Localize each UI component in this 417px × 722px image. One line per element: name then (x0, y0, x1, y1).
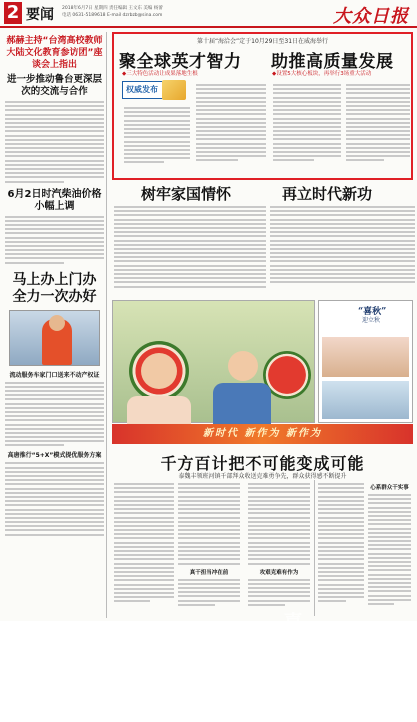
story3-subhead[interactable]: 流动服务车家门口送来不动产权证 (9, 371, 100, 379)
bottom-col2 (176, 480, 242, 616)
story2-body (5, 216, 104, 264)
bottom-headline[interactable]: 千方百计把不可能变成可能 (160, 454, 365, 473)
story2-headline-line2[interactable]: 小幅上调 (34, 200, 75, 212)
page-header (0, 0, 417, 28)
story1-title[interactable]: 郝赫主持“台湾高校教师大陆文化教育参访团”座谈会上指出 (6, 36, 103, 70)
bottom-minihead1: 真干担当冲在前 (189, 569, 229, 576)
lead-headline-right[interactable]: 助推高质量发展 (271, 52, 394, 72)
lead-body-col1 (124, 107, 190, 179)
bottom-col3 (246, 480, 312, 616)
newspaper-logo: 大众日报 (333, 6, 409, 27)
lead-body-col4 (346, 84, 410, 179)
bottom-col5 (366, 480, 413, 616)
lead-sub-right: ◆设置5大核心板块，再举行3场重大活动 (272, 71, 372, 77)
lead-kicker: 第十届“海洽会”定于10月29日至31日在威海举行 (196, 38, 329, 45)
photo-overlay-text: 喜秋立秋 (283, 610, 307, 721)
middle-headline-left[interactable]: 树牢家国情怀 (141, 185, 232, 203)
left-column (3, 32, 107, 618)
story1-body (5, 101, 104, 183)
authority-tag: 权威发布 (122, 81, 182, 99)
bottom-minihead2: 攻艰克难有作为 (259, 569, 299, 576)
authority-tag-image (162, 80, 186, 100)
header-meta-line2: 电话 0631-5189618 E-mail dzrbzb@sina.com (62, 13, 163, 18)
photo-caption-sub: 迎立秋 (362, 317, 381, 324)
bottom-body-col1 (114, 483, 174, 619)
page-number: 2 (4, 2, 22, 24)
new-era-banner (112, 424, 413, 444)
lead-body-col3 (273, 84, 341, 179)
middle-body-left (114, 206, 266, 300)
bottom-subtitle: 泰魏丰领班河镇千部拜众收送克难勇争先，群众获得感不断提升 (178, 473, 347, 480)
section-title: 要闻 (26, 7, 54, 23)
column-divider (314, 480, 315, 616)
story2-headline-line1[interactable]: 6月2日时汽柴油价格 (7, 188, 102, 200)
story3-headline-line1[interactable]: 马上办上门办 (12, 271, 97, 288)
lead-headline-left[interactable]: 聚全球英才智力 (119, 52, 242, 72)
lead-story-box (112, 32, 413, 180)
banner-text: 新时代 新作为 新作为 (203, 428, 322, 439)
story3-body (5, 382, 104, 447)
header-meta-line1: 2018年6月7日 星期四 责任编辑 王文东 美编 杨蕾 (62, 6, 163, 11)
middle-body-right (270, 206, 415, 296)
header-meta (62, 5, 182, 19)
lead-body-col2 (196, 84, 266, 179)
story4-body (5, 462, 104, 535)
story3-photo (9, 310, 100, 366)
story1-headline[interactable]: 进一步推动鲁台更深层次的交流与合作 (6, 74, 102, 97)
story3-headline-line2[interactable]: 全力一次办好 (12, 288, 97, 305)
bottom-minihead3: 心系群众干实事 (370, 485, 409, 491)
story4-title[interactable]: 高唐推行“5+X”模式提优服务方案 (7, 452, 102, 460)
bottom-body-col4 (318, 483, 364, 619)
photo-caption-title: “喜秋” (358, 307, 387, 317)
lead-sub-left: ◆三大特色活动让成果落地生根 (122, 71, 198, 77)
middle-headline-right[interactable]: 再立时代新功 (282, 185, 373, 203)
